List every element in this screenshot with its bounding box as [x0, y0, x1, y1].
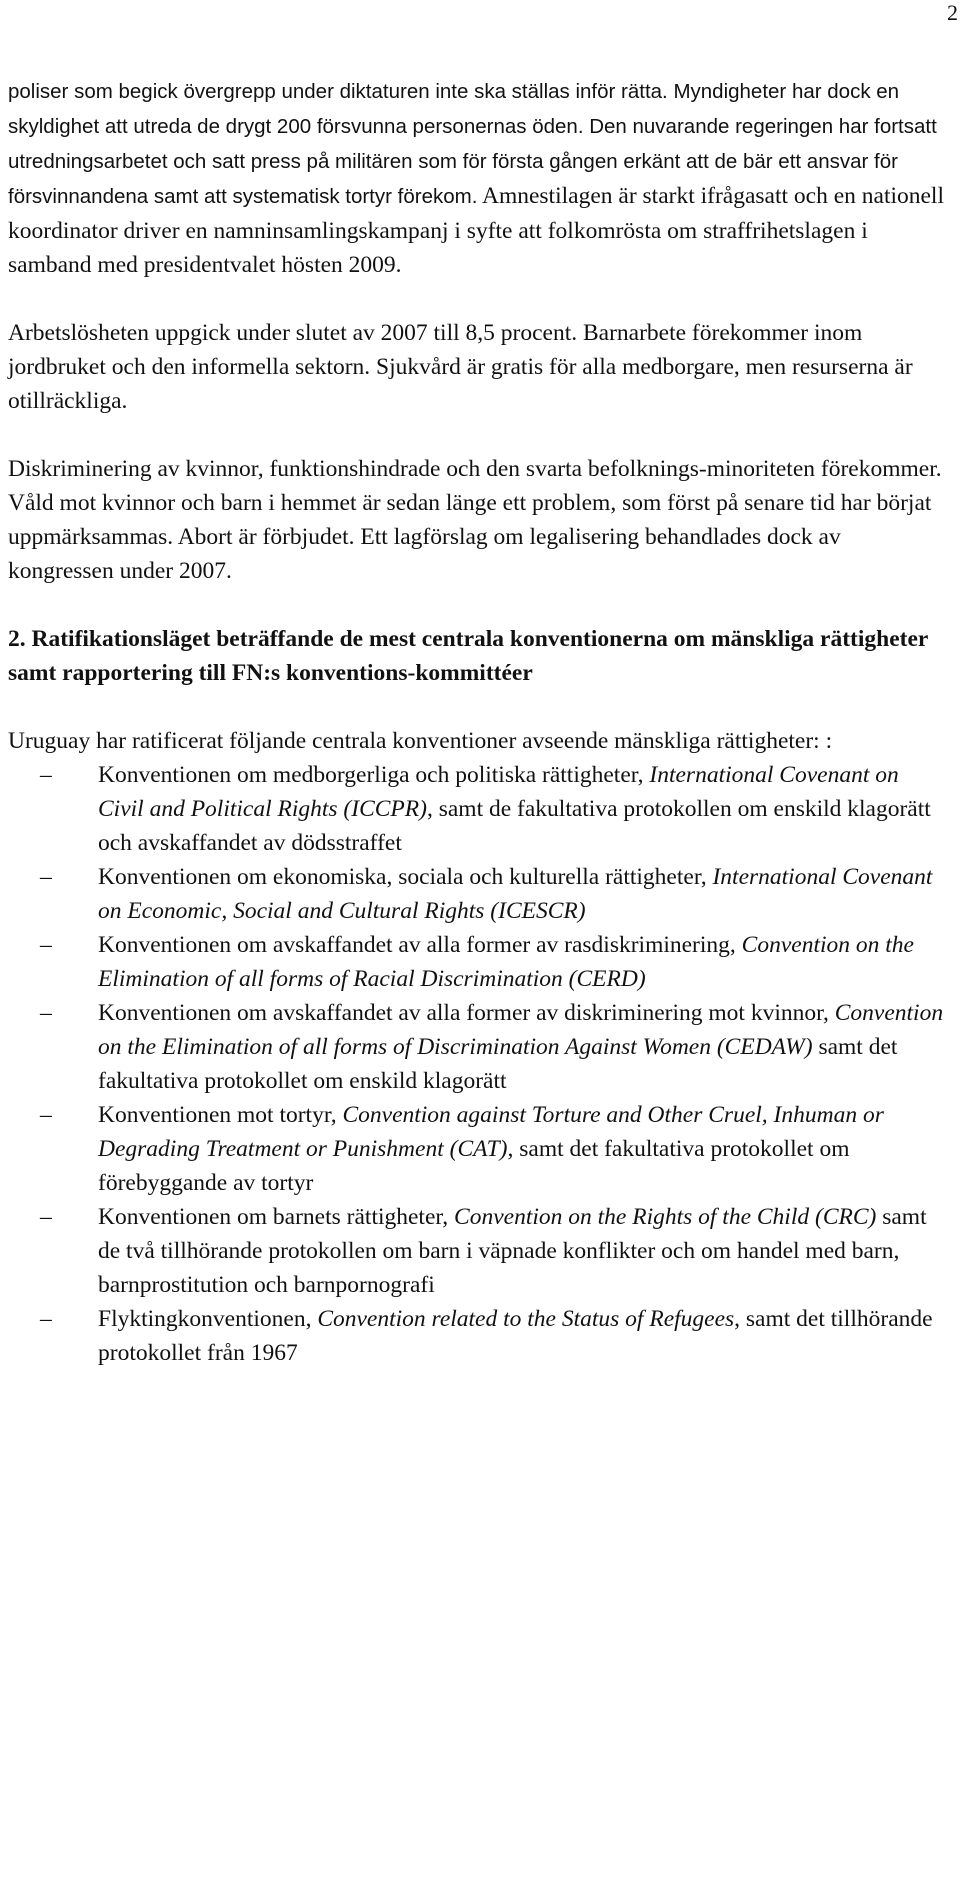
- convention-text: samt de två tillhörande protokollen om barn i väpnade konflikter och om handel med barn, barnprostitution och barnpornografi: [98, 1204, 927, 1298]
- convention-text: Konventionen om avskaffandet av alla former av rasdiskriminering,: [98, 932, 742, 958]
- convention-text: , samt det tillhörande protokollet från 1967: [98, 1306, 933, 1366]
- convention-text: Konventionen om avskaffandet av alla former av diskriminering mot kvinnor,: [98, 1000, 835, 1026]
- convention-title: Convention on the Elimination of all forms of Racial Discrimination (CERD): [98, 932, 914, 992]
- convention-title: Convention on the Elimination of all forms of Discrimination Against Women (CEDAW): [98, 1000, 944, 1060]
- convention-text: Konventionen om ekonomiska, sociala och kulturella rättigheter,: [98, 864, 713, 890]
- convention-item-cerd: [8, 928, 952, 996]
- paragraph-labour: Arbetslösheten uppgick under slutet av 2007 till 8,5 procent. Barnarbete förekommer inom jordbruket och den informella sektorn. Sjukvård är gratis för alla medborgare, men resurserna är otillräckliga.: [8, 320, 913, 414]
- dash-bullet: –: [40, 762, 52, 788]
- convention-text: Konventionen om barnets rättigheter,: [98, 1204, 455, 1230]
- convention-text: Flyktingkonventionen,: [98, 1306, 318, 1332]
- convention-title: International Covenant on Civil and Political Rights (ICCPR): [98, 762, 899, 822]
- convention-item-cedaw: [8, 996, 952, 1098]
- convention-item-cat: [8, 1098, 952, 1200]
- section-heading: [8, 622, 952, 690]
- convention-title: Convention on the Rights of the Child (CRC): [454, 1204, 877, 1230]
- dash-bullet: –: [40, 1204, 52, 1230]
- convention-list: [8, 758, 952, 1370]
- convention-text: , samt de fakultativa protokollen om enskild klagorätt och avskaffandet av dödsstraffet: [98, 796, 931, 856]
- convention-item-crc: [8, 1200, 952, 1302]
- paragraph-impunity-sans-text: poliser som begick övergrepp under diktaturen inte ska ställas inför rätta. Myndigheter har dock en skyldighet att utreda de drygt 200 försvunna personernas öden. Den nuvarande regeringen har fortsatt utredningsarbetet och satt press på militären som för första gången erkänt att de bär ett ansvar för försvinnandena samt att systematisk tortyr förekom.: [8, 80, 937, 208]
- dash-bullet: –: [40, 1306, 52, 1332]
- dash-bullet: –: [40, 1102, 52, 1128]
- convention-text: Konventionen om medborgerliga och politiska rättigheter,: [98, 762, 650, 788]
- document-body: [8, 74, 952, 1370]
- paragraph-impunity: [8, 74, 952, 282]
- convention-title: Convention against Torture and Other Cruel, Inhuman or Degrading Treatment or Punishment (CAT): [98, 1102, 884, 1162]
- dash-bullet: –: [40, 1000, 52, 1026]
- section-title: Ratifikationsläget beträffande de mest centrala konventionerna om mänskliga rättigheter samt rapportering till FN:s konventions-kommittéer: [8, 626, 928, 686]
- convention-text: samt det fakultativa protokollet om enskild klagorätt: [98, 1034, 898, 1094]
- paragraph-impunity-serif-text: Amnestilagen är starkt ifrågasatt och en nationell koordinator driver en namninsamlingskampanj i syfte att folkomrösta om straffrihetslagen i samband med presidentvalet hösten 2009.: [8, 183, 944, 278]
- convention-title: International Covenant on Economic, Social and Cultural Rights (ICESCR): [98, 864, 933, 924]
- paragraph-discrimination: Diskriminering av kvinnor, funktionshindrade och den svarta befolknings-minoriteten förekommer. Våld mot kvinnor och barn i hemmet är sedan länge ett problem, som först på senare tid har börjat uppmärksammas. Abort är förbjudet. Ett lagförslag om legalisering behandlades dock av kongressen under 2007.: [8, 456, 942, 584]
- convention-text: , samt det fakultativa protokollet om förebyggande av tortyr: [98, 1136, 850, 1196]
- section-number: 2.: [8, 626, 26, 652]
- paragraph-intro: Uruguay har ratificerat följande centrala konventioner avseende mänskliga rättigheter: :: [8, 728, 833, 754]
- dash-bullet: –: [40, 864, 52, 890]
- dash-bullet: –: [40, 932, 52, 958]
- convention-item-iccpr: [8, 758, 952, 860]
- convention-item-refugees: [8, 1302, 952, 1370]
- convention-title: Convention related to the Status of Refugees: [317, 1306, 735, 1332]
- convention-item-icescr: [8, 860, 952, 928]
- convention-text: Konventionen mot tortyr,: [98, 1102, 343, 1128]
- page-number: 2: [947, 0, 958, 25]
